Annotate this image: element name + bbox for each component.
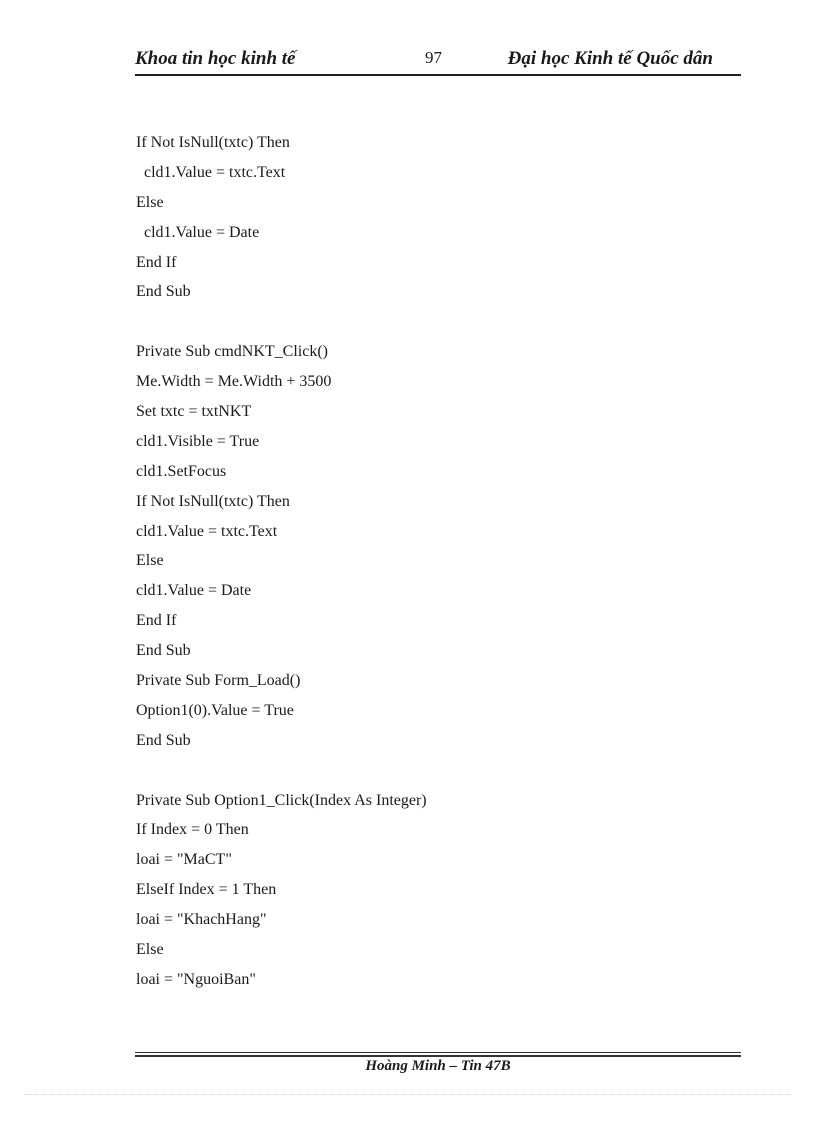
code-line: If Index = 0 Then [136,821,249,839]
footer-rule-thin [135,1052,741,1053]
header-university: Đại học Kinh tế Quốc dân [507,48,713,69]
code-line: cld1.Value = txtc.Text [136,522,278,540]
footer-author: Hoàng Minh – Tin 47B [365,1058,511,1074]
code-line: Me.Width = Me.Width + 3500 [136,373,332,391]
code-line: End If [136,612,177,630]
code-line: Set txtc = txtNKT [136,403,252,421]
code-line: Private Sub Form_Load() [136,672,301,690]
code-line: ElseIf Index = 1 Then [136,881,277,899]
code-line: cld1.Value = txtc.Text [136,163,286,181]
page-number: 97 [425,48,442,67]
code-line: Private Sub cmdNKT_Click() [136,343,328,361]
code-line: Option1(0).Value = True [136,701,294,719]
code-line: cld1.Value = Date [136,582,252,600]
code-line: End Sub [136,731,191,749]
page-header [135,46,741,76]
code-line: cld1.Value = Date [136,223,260,241]
code-line: Else [136,552,164,570]
code-line: End If [136,253,177,271]
code-line: End Sub [136,642,191,660]
code-line: If Not IsNull(txtc) Then [136,134,290,151]
code-line: If Not IsNull(txtc) Then [136,492,290,510]
code-line: loai = "KhachHang" [136,911,267,929]
header-faculty: Khoa tin học kinh tế [135,48,296,69]
code-line: Else [136,193,164,211]
code-line: Private Sub Option1_Click(Index As Integer) [136,791,427,809]
code-line: cld1.SetFocus [136,462,227,480]
code-line: loai = "NguoiBan" [136,970,256,988]
code-line [136,307,736,337]
code-line: loai = "MaCT" [136,851,232,869]
code-listing [136,128,736,998]
footer-rule-thick [135,1055,741,1057]
page-bottom-divider [24,1094,792,1095]
code-line: End Sub [136,283,191,301]
code-line [136,756,736,786]
code-line: Else [136,941,164,959]
code-line: cld1.Visible = True [136,432,260,450]
